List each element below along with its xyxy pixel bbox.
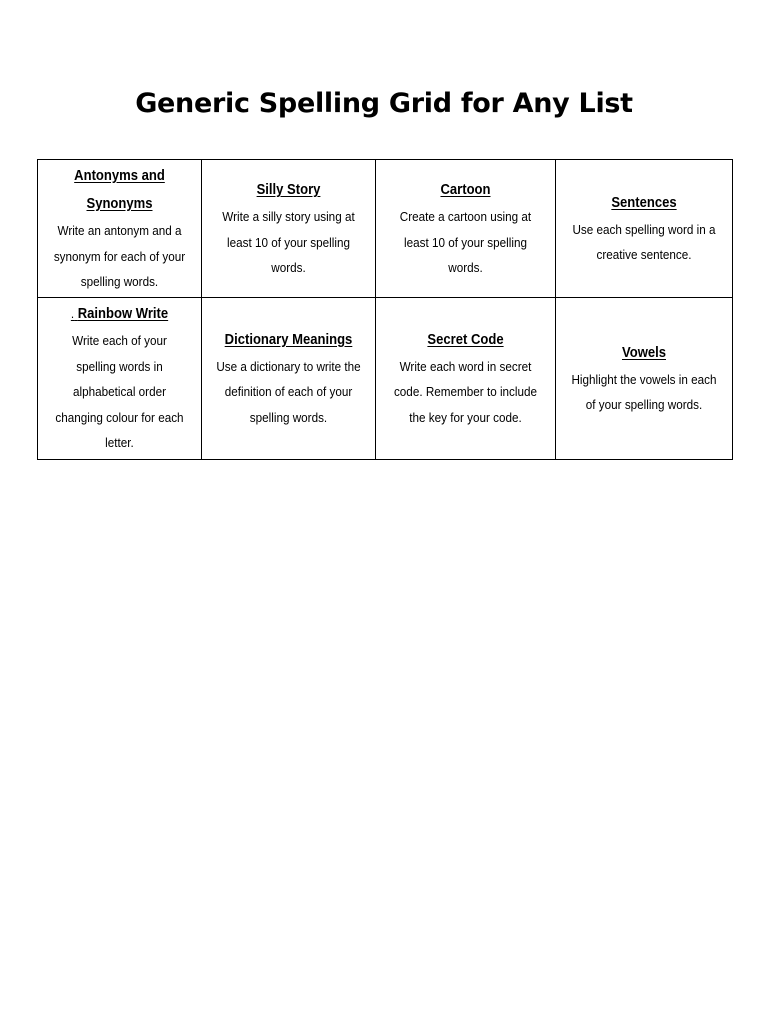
cell-text: Write each of your spelling words in alphabetical order changing colour for each letter. bbox=[55, 333, 184, 451]
grid-cell-secret-code bbox=[376, 297, 556, 459]
cell-title-prefix: . bbox=[70, 306, 75, 322]
cell-text: Use each spelling word in a creative sentence. bbox=[572, 221, 716, 263]
grid-cell-rainbow-write bbox=[38, 297, 202, 459]
cell-text: Create a cartoon using at least 10 of your spelling words. bbox=[399, 209, 532, 275]
cell-title: Sentences bbox=[611, 194, 677, 211]
grid-cell-vowels bbox=[556, 297, 733, 459]
cell-text: Write a silly story using at least 10 of your spelling words. bbox=[222, 209, 355, 275]
cell-title-text: Rainbow Write bbox=[77, 306, 169, 323]
cell-title: Cartoon bbox=[440, 182, 491, 198]
grid-row bbox=[38, 297, 733, 459]
cell-title: Antonyms and Synonyms bbox=[74, 168, 165, 212]
grid-cell-cartoon bbox=[376, 160, 556, 298]
cell-title: Silly Story bbox=[256, 182, 321, 198]
cell-title bbox=[52, 300, 188, 328]
page-title: Generic Spelling Grid for Any List bbox=[135, 88, 633, 119]
cell-text: Write each word in secret code. Remember to include the key for your code. bbox=[393, 358, 538, 425]
grid-cell-sentences bbox=[556, 160, 733, 298]
cell-text: Highlight the vowels in each of your spelling words. bbox=[571, 371, 717, 412]
grid-cell-silly-story bbox=[202, 160, 376, 298]
grid-cell-dictionary-meanings bbox=[202, 297, 376, 459]
grid-row bbox=[38, 160, 733, 298]
cell-title: Dictionary Meanings bbox=[224, 331, 353, 348]
cell-text: Write an antonym and a synonym for each of your spelling words. bbox=[53, 223, 186, 289]
cell-title: Secret Code bbox=[427, 331, 504, 348]
grid-cell-antonyms-synonyms bbox=[38, 160, 202, 298]
cell-title: Vowels bbox=[621, 344, 666, 361]
spelling-grid bbox=[37, 159, 733, 460]
cell-text: Use a dictionary to write the definition of each of your spelling words. bbox=[216, 358, 361, 425]
